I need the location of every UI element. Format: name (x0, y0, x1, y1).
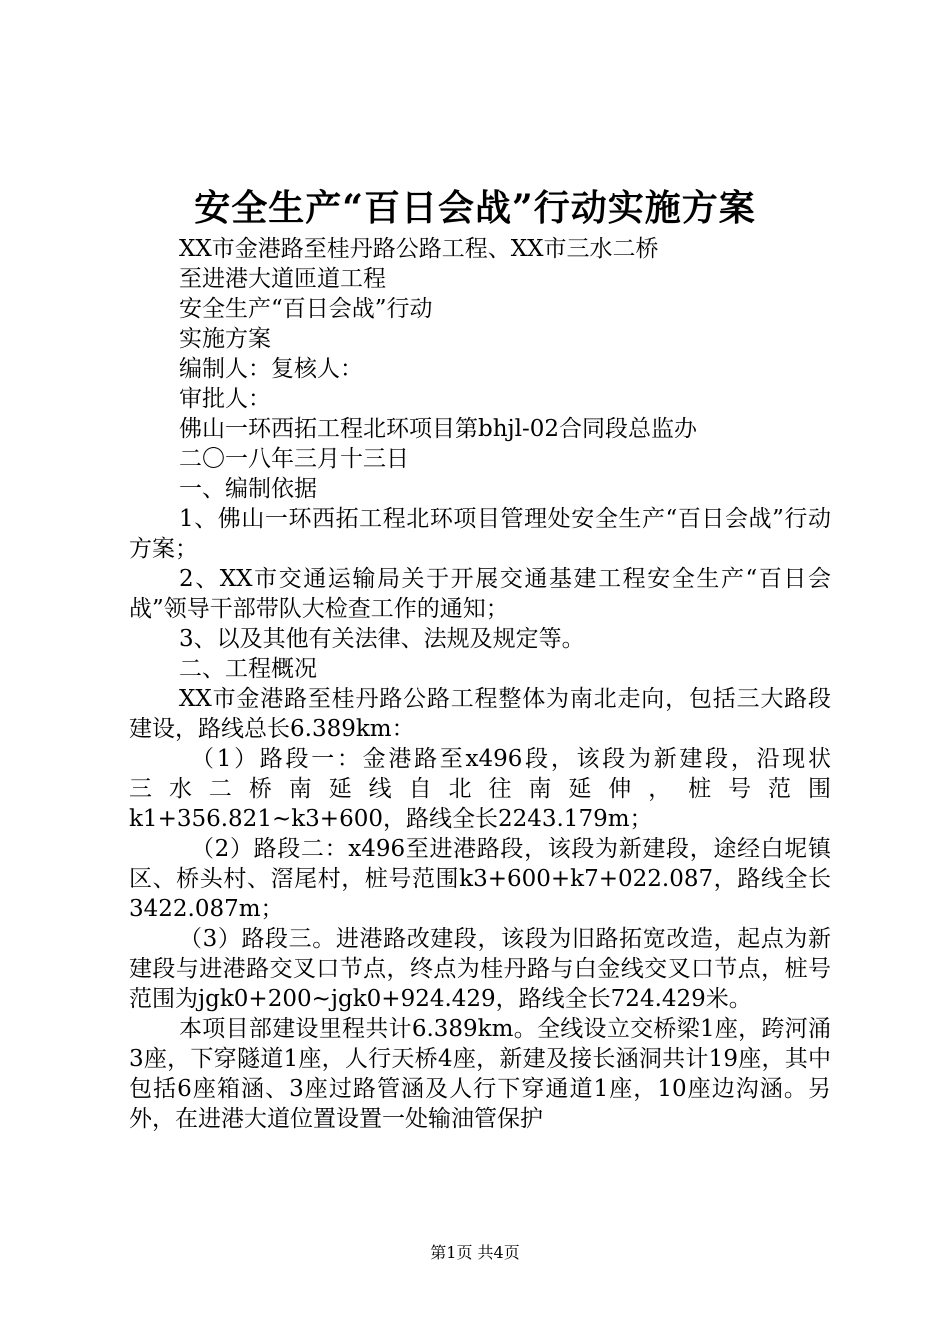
segment-1-line-2: 三水二桥南延线自北往南延伸，桩号范围 (129, 776, 831, 802)
basis-item-2: 2、XX市交通运输局关于开展交通基建工程安全生产“百日会战”领导干部带队大检查工作的通知； (129, 566, 831, 622)
basis-item-1: 1、佛山一环西拓工程北环项目管理处安全生产“百日会战”行动方案； (129, 506, 831, 562)
header-line-2: 至进港大道匝道工程 (179, 266, 386, 292)
header-line-7: 佛山一环西拓工程北环项目第bhjl-02合同段总监办 (179, 416, 698, 442)
segment-2-paragraph: （2）路段二：x496至进港路段，该段为新建段，途经白坭镇区、桥头村、滘尾村，桩号范围k3+600+k7+022.087，路线全长3422.087m； (129, 836, 831, 922)
segment-1-line-3: k1+356.821~k3+600，路线全长2243.179m； (129, 806, 653, 832)
header-line-6: 审批人： (179, 386, 271, 412)
section-heading-1: 一、编制依据 (179, 476, 317, 502)
header-line-8: 二〇一八年三月十三日 (179, 446, 409, 472)
overview-paragraph: XX市金港路至桂丹路公路工程整体为南北走向，包括三大路段建设，路线总长6.389km： (129, 686, 831, 742)
document-body (129, 234, 831, 1134)
segment-3-paragraph: （3）路段三。进港路改建段，该段为旧路拓宽改造，起点为新建段与进港路交叉口节点，终点为桂丹路与白金线交叉口节点，桩号范围为jgk0+200~jgk0+924.429，路线全长724.429米。 (129, 926, 831, 1012)
header-line-3: 安全生产“百日会战”行动 (179, 296, 433, 322)
basis-item-3: 3、以及其他有关法律、法规及规定等。 (179, 626, 585, 652)
section-heading-2: 二、工程概况 (179, 656, 317, 682)
summary-paragraph: 本项目部建设里程共计6.389km。全线设立交桥梁1座，跨河涌3座，下穿隧道1座，人行天桥4座，新建及接长涵洞共计19座，其中包括6座箱涵、3座过路管涵及人行下穿通道1座，10座边沟涵。另外，在进港大道位置设置一处输油管保护 (129, 1016, 831, 1132)
document-title: 安全生产“百日会战”行动实施方案 (194, 187, 756, 229)
segment-1-line-1: （1）路段一：金港路至x496段，该段为新建段，沿现状 (191, 746, 831, 772)
page-footer: 第1页 共4页 (430, 1243, 520, 1262)
header-line-4: 实施方案 (179, 326, 271, 352)
header-line-1: XX市金港路至桂丹路公路工程、XX市三水二桥 (179, 236, 659, 262)
header-line-5: 编制人：复核人： (179, 356, 363, 382)
